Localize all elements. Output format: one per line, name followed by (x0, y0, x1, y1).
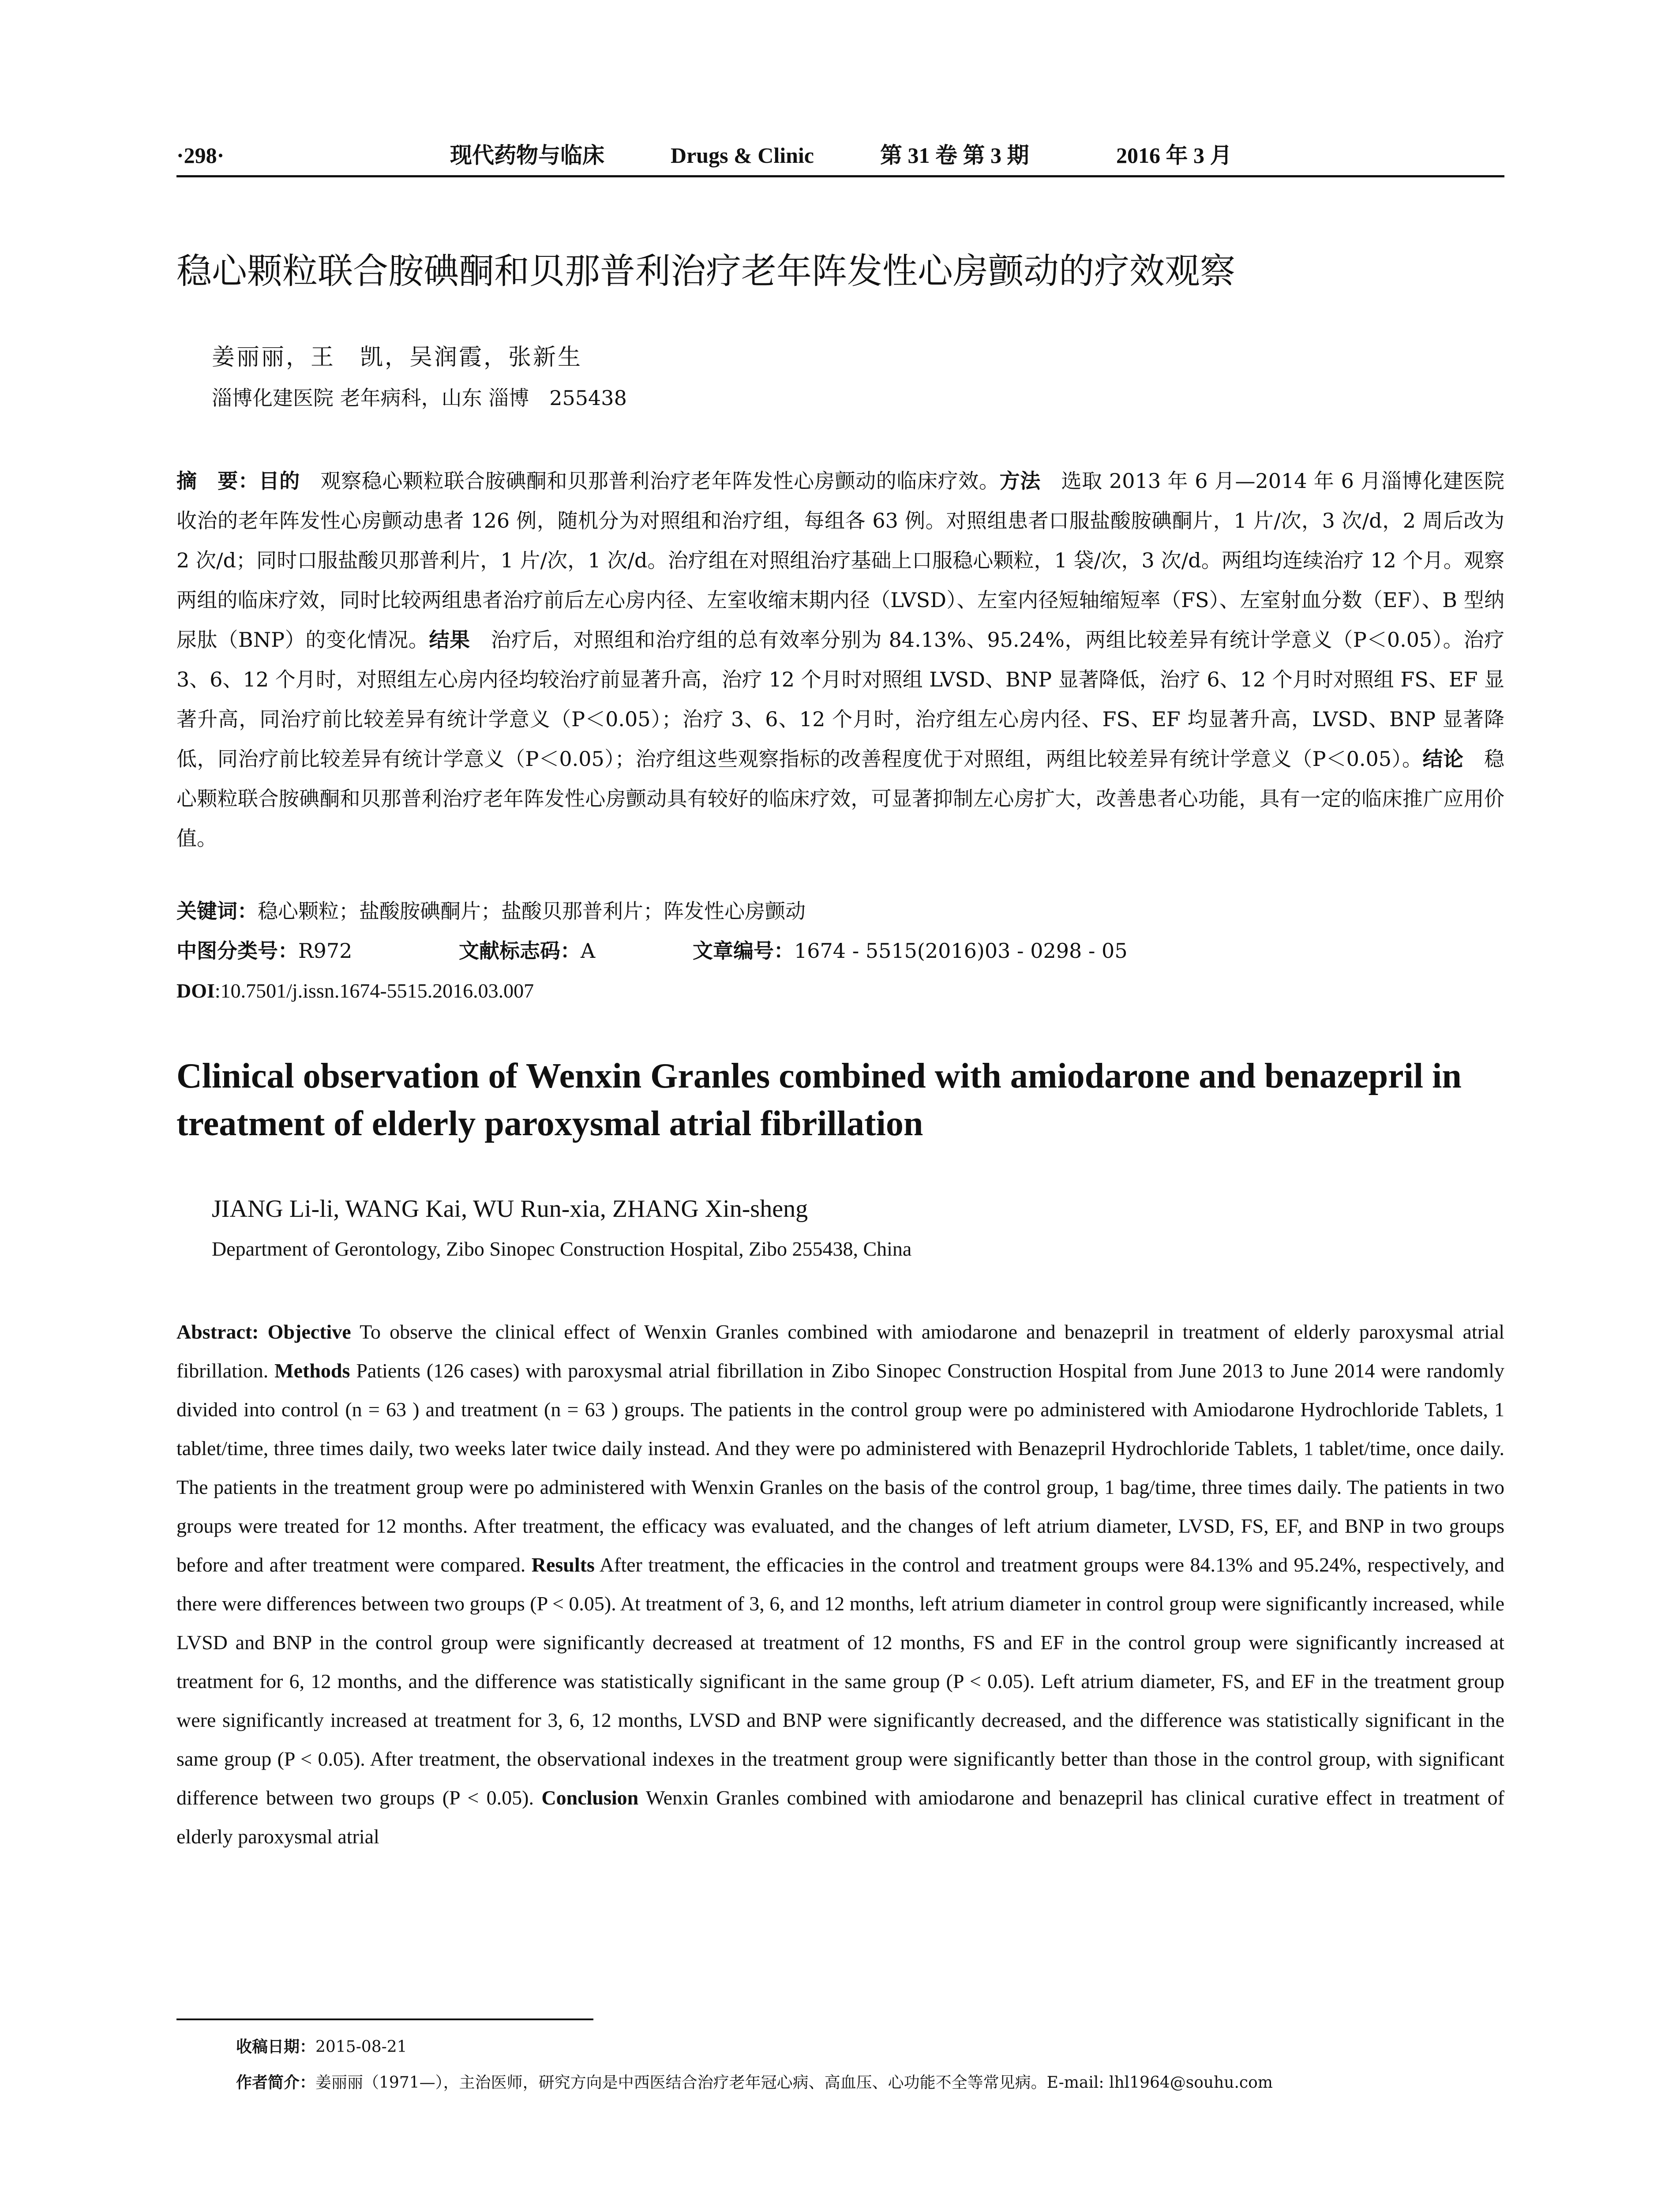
keywords-text-cn: 稳心颗粒；盐酸胺碘酮片；盐酸贝那普利片；阵发性心房颤动 (258, 899, 806, 923)
journal-name-cn: 现代药物与临床 (450, 143, 604, 168)
methods-text-en: Patients (126 cases) with paroxysmal atrial fibrillation in Zibo Sinopec Construction Hospital from June 2013 to June 2014 were randomly divided into control (n = 63 ) and treatment (n = 63 ) groups. The patients in the control group were po administered with Amiodarone Hydrochloride Tablets, 1 tablet/time, three times daily, two weeks later twice daily instead. And they were po administered with Benazepril Hydrochloride Tablets, 1 tablet/time, once daily. The patients in the treatment group were po administered with Wenxin Granles on the basis of the control group, 1 bag/time, three times daily. The patients in two groups were treated for 12 months. After treatment, the efficacy was evaluated, and the changes of left atrium diameter, LVSD, FS, EF, and BNP in two groups before and after treatment were compared. (176, 1359, 1504, 1576)
running-header (176, 142, 1504, 177)
received-label: 收稿日期： (236, 2038, 316, 2056)
doc-code: A (581, 939, 596, 963)
bio-label: 作者简介： (236, 2074, 316, 2092)
page-number: ·298· (176, 143, 225, 168)
results-text-en: After treatment, the efficacies in the control and treatment groups were 84.13% and 95.24%, respectively, and there were differences between two groups (P < 0.05). At treatment of 3, 6, and 12 months, left atrium diameter in control group were significantly increased, while LVSD and BNP in the control group were significantly decreased at treatment of 12 months, FS and EF in the control group were significantly increased at treatment for 6, 12 months, and the difference was statistically significant in the same group (P < 0.05). Left atrium diameter, FS, and EF in the treatment group were significantly increased at treatment for 3, 6, 12 months, LVSD and BNP were significantly decreased, and the difference was statistically significant in the same group (P < 0.05). After treatment, the observational indexes in the treatment group were significantly better than those in the control group, with significant difference between two groups (P < 0.05). (176, 1553, 1504, 1809)
doc-code-label: 文献标志码： (459, 939, 581, 963)
abstract-en (176, 1313, 1504, 1856)
footnote-divider (176, 2018, 593, 2020)
classification-row (176, 935, 1504, 966)
results-label-cn: 结果 (429, 628, 470, 652)
doi-label: DOI (176, 979, 215, 1002)
keywords-cn (176, 896, 1504, 927)
authors-cn: 姜丽丽，王 凯，吴润霞，张新生 (212, 344, 583, 371)
conclusion-text-en: Wenxin Granles combined with amiodarone and benazepril has clinical curative effect in treatment of elderly paroxysmal atrial (176, 1786, 1504, 1848)
abstract-cn (176, 461, 1504, 858)
received-date (236, 2035, 407, 2060)
objective-text-cn: 观察稳心颗粒联合胺碘酮和贝那普利治疗老年阵发性心房颤动的临床疗效。 (300, 469, 1000, 493)
authors-en: JIANG Li-li, WANG Kai, WU Run-xia, ZHANG Xin-sheng (212, 1195, 808, 1223)
volume-issue: 第 31 卷 第 3 期 (880, 143, 1029, 168)
article-number: 1674 - 5515(2016)03 - 0298 - 05 (794, 939, 1128, 963)
keywords-label-cn: 关键词： (176, 899, 258, 923)
bio-text: 姜丽丽（1971—），主治医师，研究方向是中西医结合治疗老年冠心病、高血压、心功能不全等常见病。E-mail: lhl1964@souhu.com (315, 2074, 1273, 2092)
conclusion-label-en: Conclusion (541, 1786, 639, 1809)
article-no-label: 文章编号： (693, 939, 794, 963)
clc-label: 中图分类号： (176, 939, 298, 963)
doi-value: :10.7501/j.issn.1674-5515.2016.03.007 (214, 979, 534, 1002)
results-text-cn: 治疗后，对照组和治疗组的总有效率分别为 84.13%、95.24%，两组比较差异有统计学意义（P＜0.05）。治疗 3、6、12 个月时，对照组左心房内径均较治疗前显著升高，治疗 12 个月时对照组 LVSD、BNP 显著降低，治疗 6、12 个月时对照组 FS、EF 显著升高，同治疗前比较差异有统计学意义（P＜0.05）；治疗 3、6、12 个月时，治疗组左心房内径、FS、EF 均显著升高，LVSD、BNP 显著降低，同治疗前比较差异有统计学意义（P＜0.05）；治疗组这些观察指标的改善程度优于对照组，两组比较差异有统计学意义（P＜0.05）。 (176, 628, 1505, 771)
clc-number: R972 (298, 939, 352, 963)
article-title-en: Clinical observation of Wenxin Granles combined with amiodarone and benazepril in treatment of elderly paroxysmal atrial fibrillation (176, 1057, 1462, 1143)
affiliation-cn: 淄博化建医院 老年病科，山东 淄博 255438 (212, 386, 627, 410)
objective-label-cn: 目的 (259, 469, 300, 493)
conclusion-text-cn: 稳心颗粒联合胺碘酮和贝那普利治疗老年阵发性心房颤动具有较好的临床疗效，可显著抑制左心房扩大，改善患者心功能，具有一定的临床推广应用价值。 (176, 747, 1505, 850)
results-label-en: Results (531, 1553, 595, 1576)
author-bio (236, 2071, 1273, 2095)
doi-line (176, 975, 1504, 1006)
received-value: 2015-08-21 (315, 2038, 407, 2056)
abstract-label-cn: 摘 要： (176, 469, 259, 493)
abstract-label-en: Abstract: Objective (176, 1321, 351, 1343)
conclusion-label-cn: 结论 (1422, 747, 1464, 771)
affiliation-en: Department of Gerontology, Zibo Sinopec Construction Hospital, Zibo 255438, China (212, 1238, 912, 1260)
methods-text-cn: 选取 2013 年 6 月—2014 年 6 月淄博化建医院收治的老年阵发性心房颤动患者 126 例，随机分为对照组和治疗组，每组各 63 例。对照组患者口服盐酸胺碘酮片，1 片/次，3 次/d，2 周后改为 2 次/d；同时口服盐酸贝那普利片，1 片/次，1 次/d。治疗组在对照组治疗基础上口服稳心颗粒，1 袋/次，3 次/d。两组均连续治疗 12 个月。观察两组的临床疗效，同时比较两组患者治疗前后左心房内径、左室收缩末期内径（LVSD）、左室内径短轴缩短率（FS）、左室射血分数（EF）、B 型纳尿肽（BNP）的变化情况。 (176, 469, 1505, 652)
journal-name-en: Drugs & Clinic (671, 143, 814, 168)
article-title-cn: 稳心颗粒联合胺碘酮和贝那普利治疗老年阵发性心房颤动的疗效观察 (176, 251, 1235, 292)
objective-text-en: To observe the clinical effect of Wenxin Granles combined with amiodarone and benazepril in treatment of elderly paroxysmal atrial fibrillation. (176, 1321, 1504, 1382)
methods-label-cn: 方法 (999, 469, 1041, 493)
methods-label-en: Methods (274, 1359, 350, 1382)
issue-date: 2016 年 3 月 (1116, 143, 1232, 168)
